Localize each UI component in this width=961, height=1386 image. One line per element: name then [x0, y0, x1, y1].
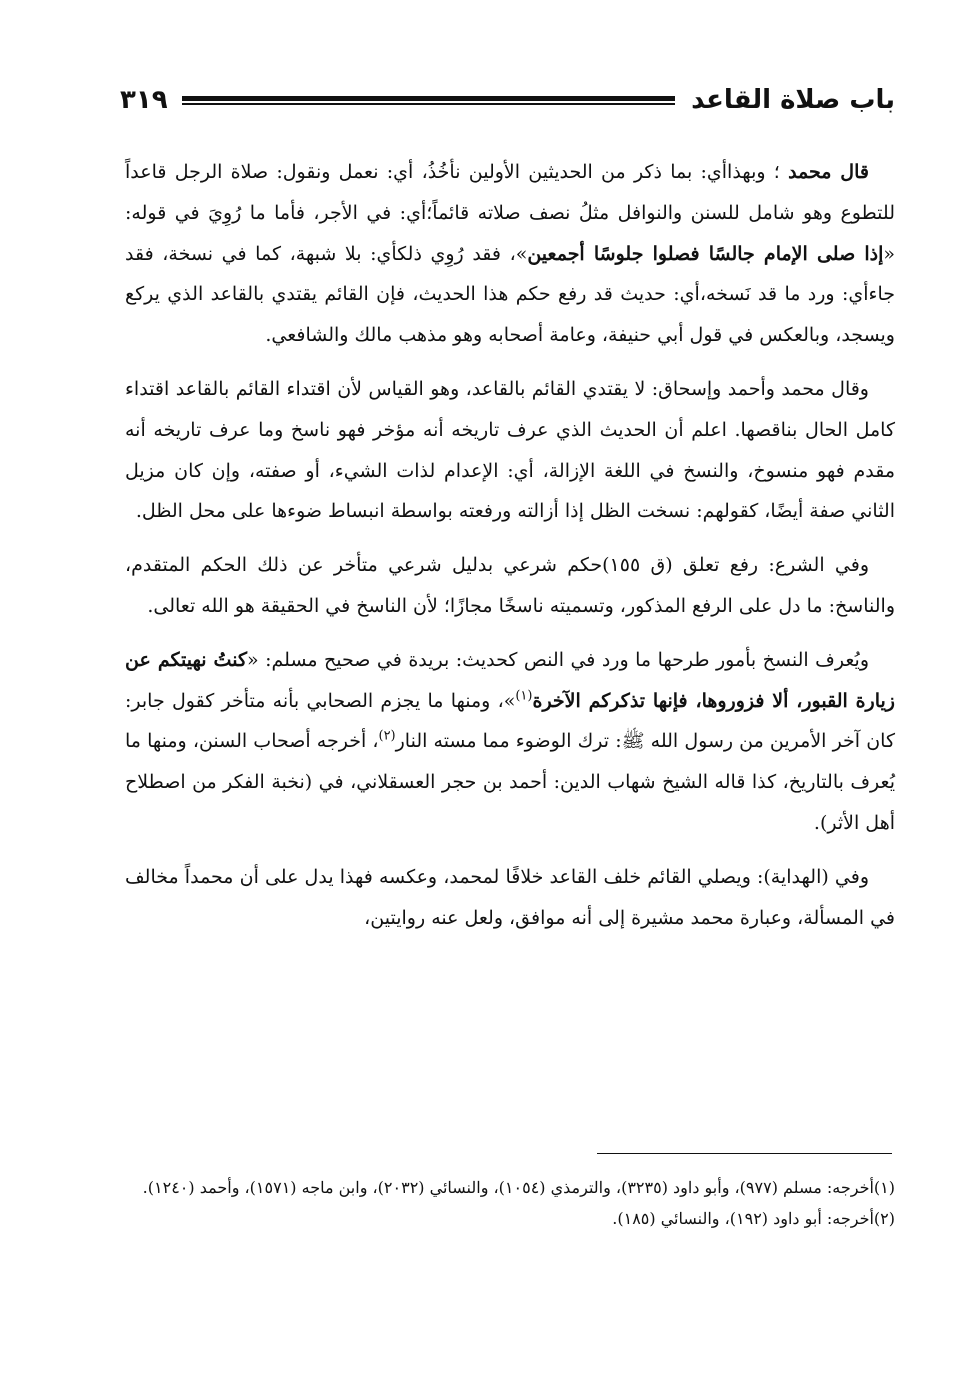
paragraph-text: ؛ وبهذاأي: بما ذكر من الحديثين الأولين نأخُذُ، أي: نعمل ونقول: صلاة الرجل قاعداً للتطوع وهو شامل للسنن والنوافل مثلُ نصف صلاته قائماً؛أي: في الأجر، فأما ما رُوِيَ في قوله: «: [125, 161, 896, 265]
paragraph-text: وقال محمد وأحمد وإسحاق: لا يقتدي القائم بالقاعد، وهو القياس لأن اقتداء القائم بالقاعد اقتداء كامل الحال بناقصها. اعلم أن الحديث الذي عرف تاريخه أنه مؤخر فهو ناسخ وما عرف تاريخه أنه مقدم فهو منسوخ، والنسخ في اللغة الإزالة، أي: الإعدام لذات الشيء، أو صفته، وإن كان مزيل الثاني صفة أيضًا، كقولهم: نسخت الظل إذا أزالته ورفعته بواسطة انبساط ضوءها على محل الظل.: [125, 377, 895, 523]
paragraph-text: ، أخرجه أصحاب السنن، ومنها ما يُعرف بالتاريخ، كذا قاله الشيخ شهاب الدين: أحمد بن حجر العسقلاني، في (نخبة الفكر من اصطلاح أهل الأثر).: [125, 730, 895, 834]
running-header: [120, 78, 895, 122]
footnote-1: (١)أخرجه: مسلم (٩٧٧)، وأبو داود (٣٢٣٥)، والترمذي (١٠٥٤)، والنسائي (٢٠٣٢)، وابن ماجه (١٥٧١)، وأحمد (١٢٤٠).: [142, 1178, 895, 1197]
speaker-lead: قال محمد: [788, 161, 869, 183]
hadith-quote: كنتُ نهيتكم عن زيارة القبور، ألا فزوروها، فإنها تذكركم الآخرة: [125, 648, 895, 712]
paragraph-text: »، فقد رُوِي ذلكأي: بلا شبهة، كما في نسخة، فقد جاءأي: ورد ما قد نَسخه،أي: حديث قد رفع حكم هذا الحديث، فإن القائم يقتدي بالقاعد الذي يركع ويسجد، وبالعكس في قول أبي حنيفة، وعامة أصحابه وهو مذهب مالك والشافعي.: [125, 242, 895, 347]
paragraph-2: [125, 369, 895, 532]
paragraph-4: [125, 640, 895, 844]
paragraph-3: [125, 545, 895, 627]
chapter-title: باب صلاة القاعد: [691, 85, 895, 115]
footnote-divider: [597, 1153, 892, 1154]
paragraph-text: وفي (الهداية): ويصلي القائم خلف القاعد خلافًا لمحمد، وعكسه فهذا يدل على أن محمداً مخالف في المسألة، وعبارة محمد مشيرة إلى أنه موافق، ولعل عنه روايتين،: [125, 865, 895, 929]
hadith-quote: إذا صلى الإمام جالسًا فصلوا جلوسًا أجمعين: [527, 242, 884, 265]
paragraph-5: [125, 857, 895, 939]
footnote-2: (٢)أخرجه: أبو داود (١٩٢)، والنسائي (١٨٥).: [612, 1209, 895, 1228]
footnotes: [125, 1172, 895, 1234]
paragraph-text: »، ومنها ما يجزم الصحابي بأنه متأخر كقول جابر: كان آخر الأمرين من رسول الله ﷺ: ترك الوضوء مما مسته النار: [125, 689, 895, 753]
paragraph-1: [125, 152, 895, 356]
footnote-ref: (١): [515, 688, 533, 704]
paragraph-text: وفي الشرع: رفع تعلق (ق ١٥٥)حكم شرعي بدليل شرعي متأخر عن ذلك الحكم المتقدم، والناسخ: ما دل على الرفع المذكور، وتسميته ناسخًا مجازًا؛ لأن الناسخ في الحقيقة هو الله تعالى.: [125, 554, 895, 617]
footnote-ref: (٢): [378, 729, 396, 745]
page-number: ٣١٩: [120, 85, 168, 115]
paragraph-text: ويُعرف النسخ بأمور طرحها ما ورد في النص كحديث: بريدة في صحيح مسلم: «: [247, 648, 869, 671]
header-rule: [182, 96, 675, 105]
main-text: [125, 152, 895, 951]
